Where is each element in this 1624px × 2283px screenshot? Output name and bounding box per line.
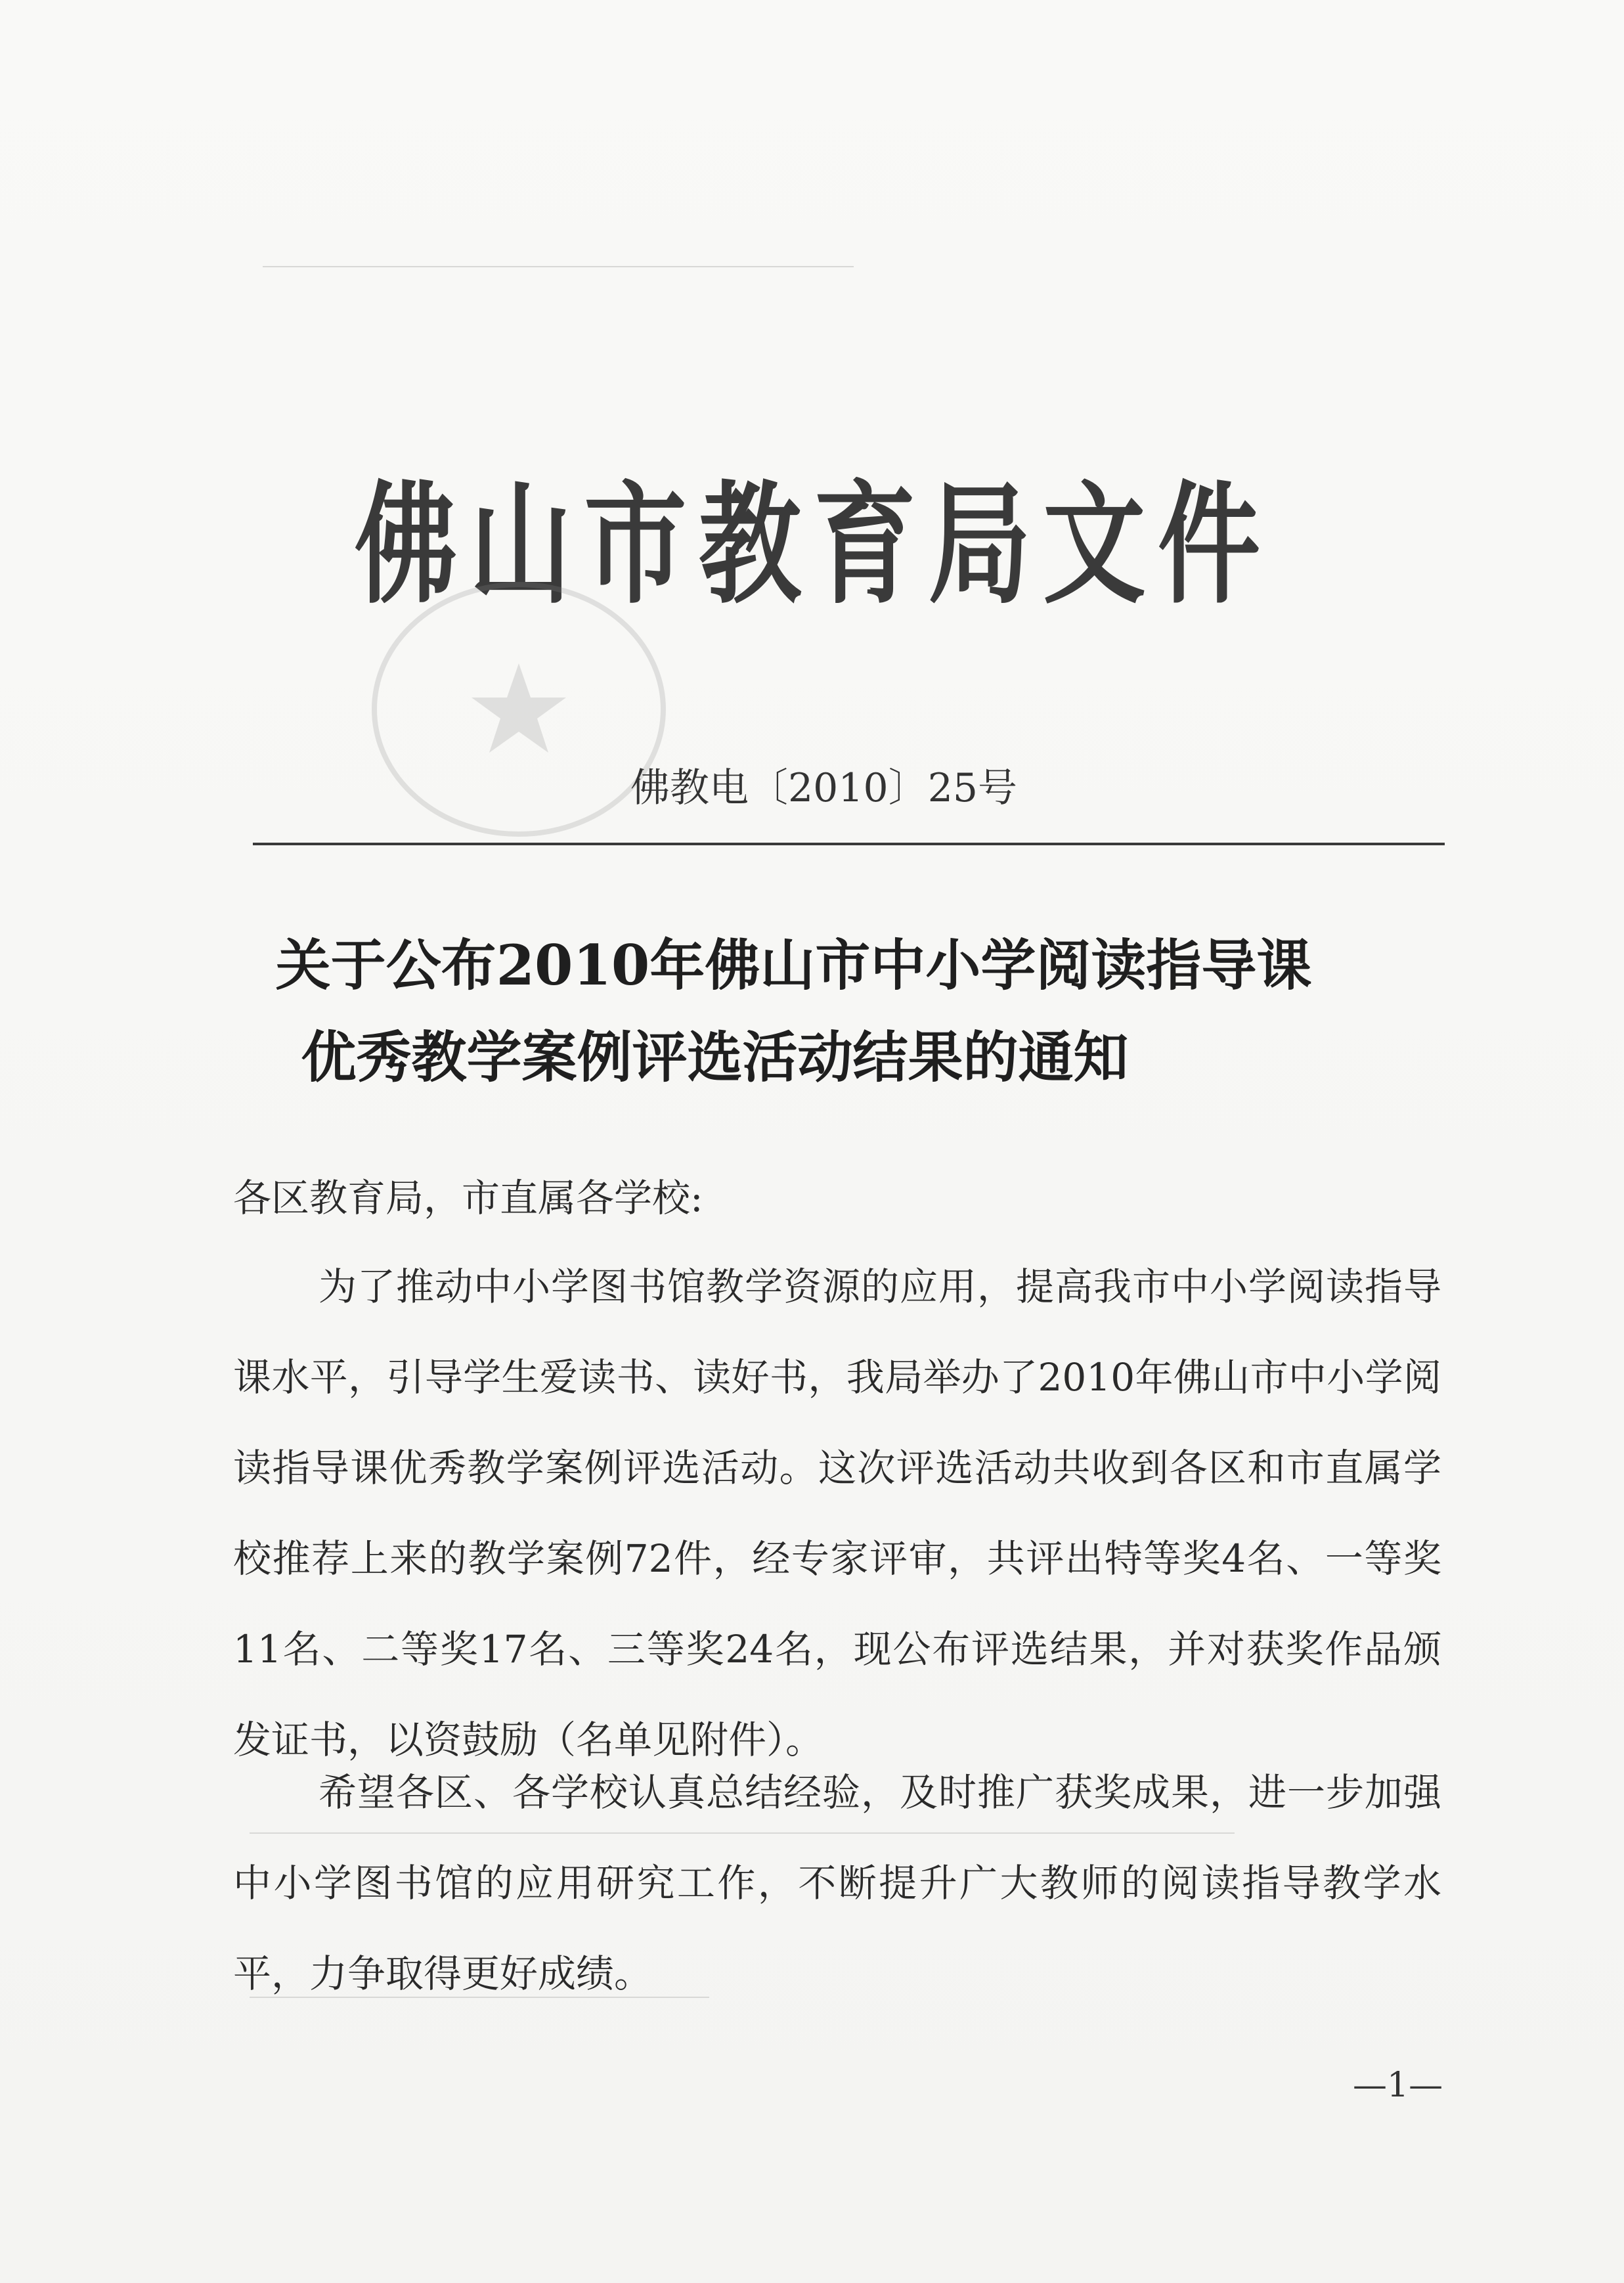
header-divider bbox=[253, 843, 1445, 845]
header-title: 佛山市教育局文件 bbox=[355, 468, 1273, 622]
document-number: 佛教电〔2010〕25号 bbox=[630, 765, 1018, 811]
body-paragraph-2: 希望各区、各学校认真总结经验，及时推广获奖成果，进一步加强中小学图书馆的应用研究工作，不断提升广大教师的阅读指导教学水平，力争取得更好成绩。 bbox=[233, 1770, 1441, 1996]
page-number: —1— bbox=[1353, 2066, 1443, 2105]
notice-title-line2: 优秀教学案例评选活动结果的通知 bbox=[301, 1025, 1129, 1090]
body-paragraph-1: 为了推动中小学图书馆教学资源的应用，提高我市中小学阅读指导课水平，引导学生爱读书、读好书，我局举办了2010年佛山市中小学阅读指导课优秀教学案例评选活动。这次评选活动共收到各区和市直属学校推荐上来的教学案例72件，经专家评审，共评出特等奖4名、一等奖11名、二等奖17名、三等奖24名，现公布评选结果，并对获奖作品颁发证书，以资鼓励（名单见附件）。 bbox=[233, 1264, 1441, 1762]
official-seal bbox=[368, 578, 670, 841]
show-through-line bbox=[263, 266, 854, 267]
notice-title-line1: 关于公布2010年佛山市中小学阅读指导课 bbox=[275, 933, 1312, 998]
salutation: 各区教育局，市直属各学校: bbox=[233, 1176, 703, 1220]
